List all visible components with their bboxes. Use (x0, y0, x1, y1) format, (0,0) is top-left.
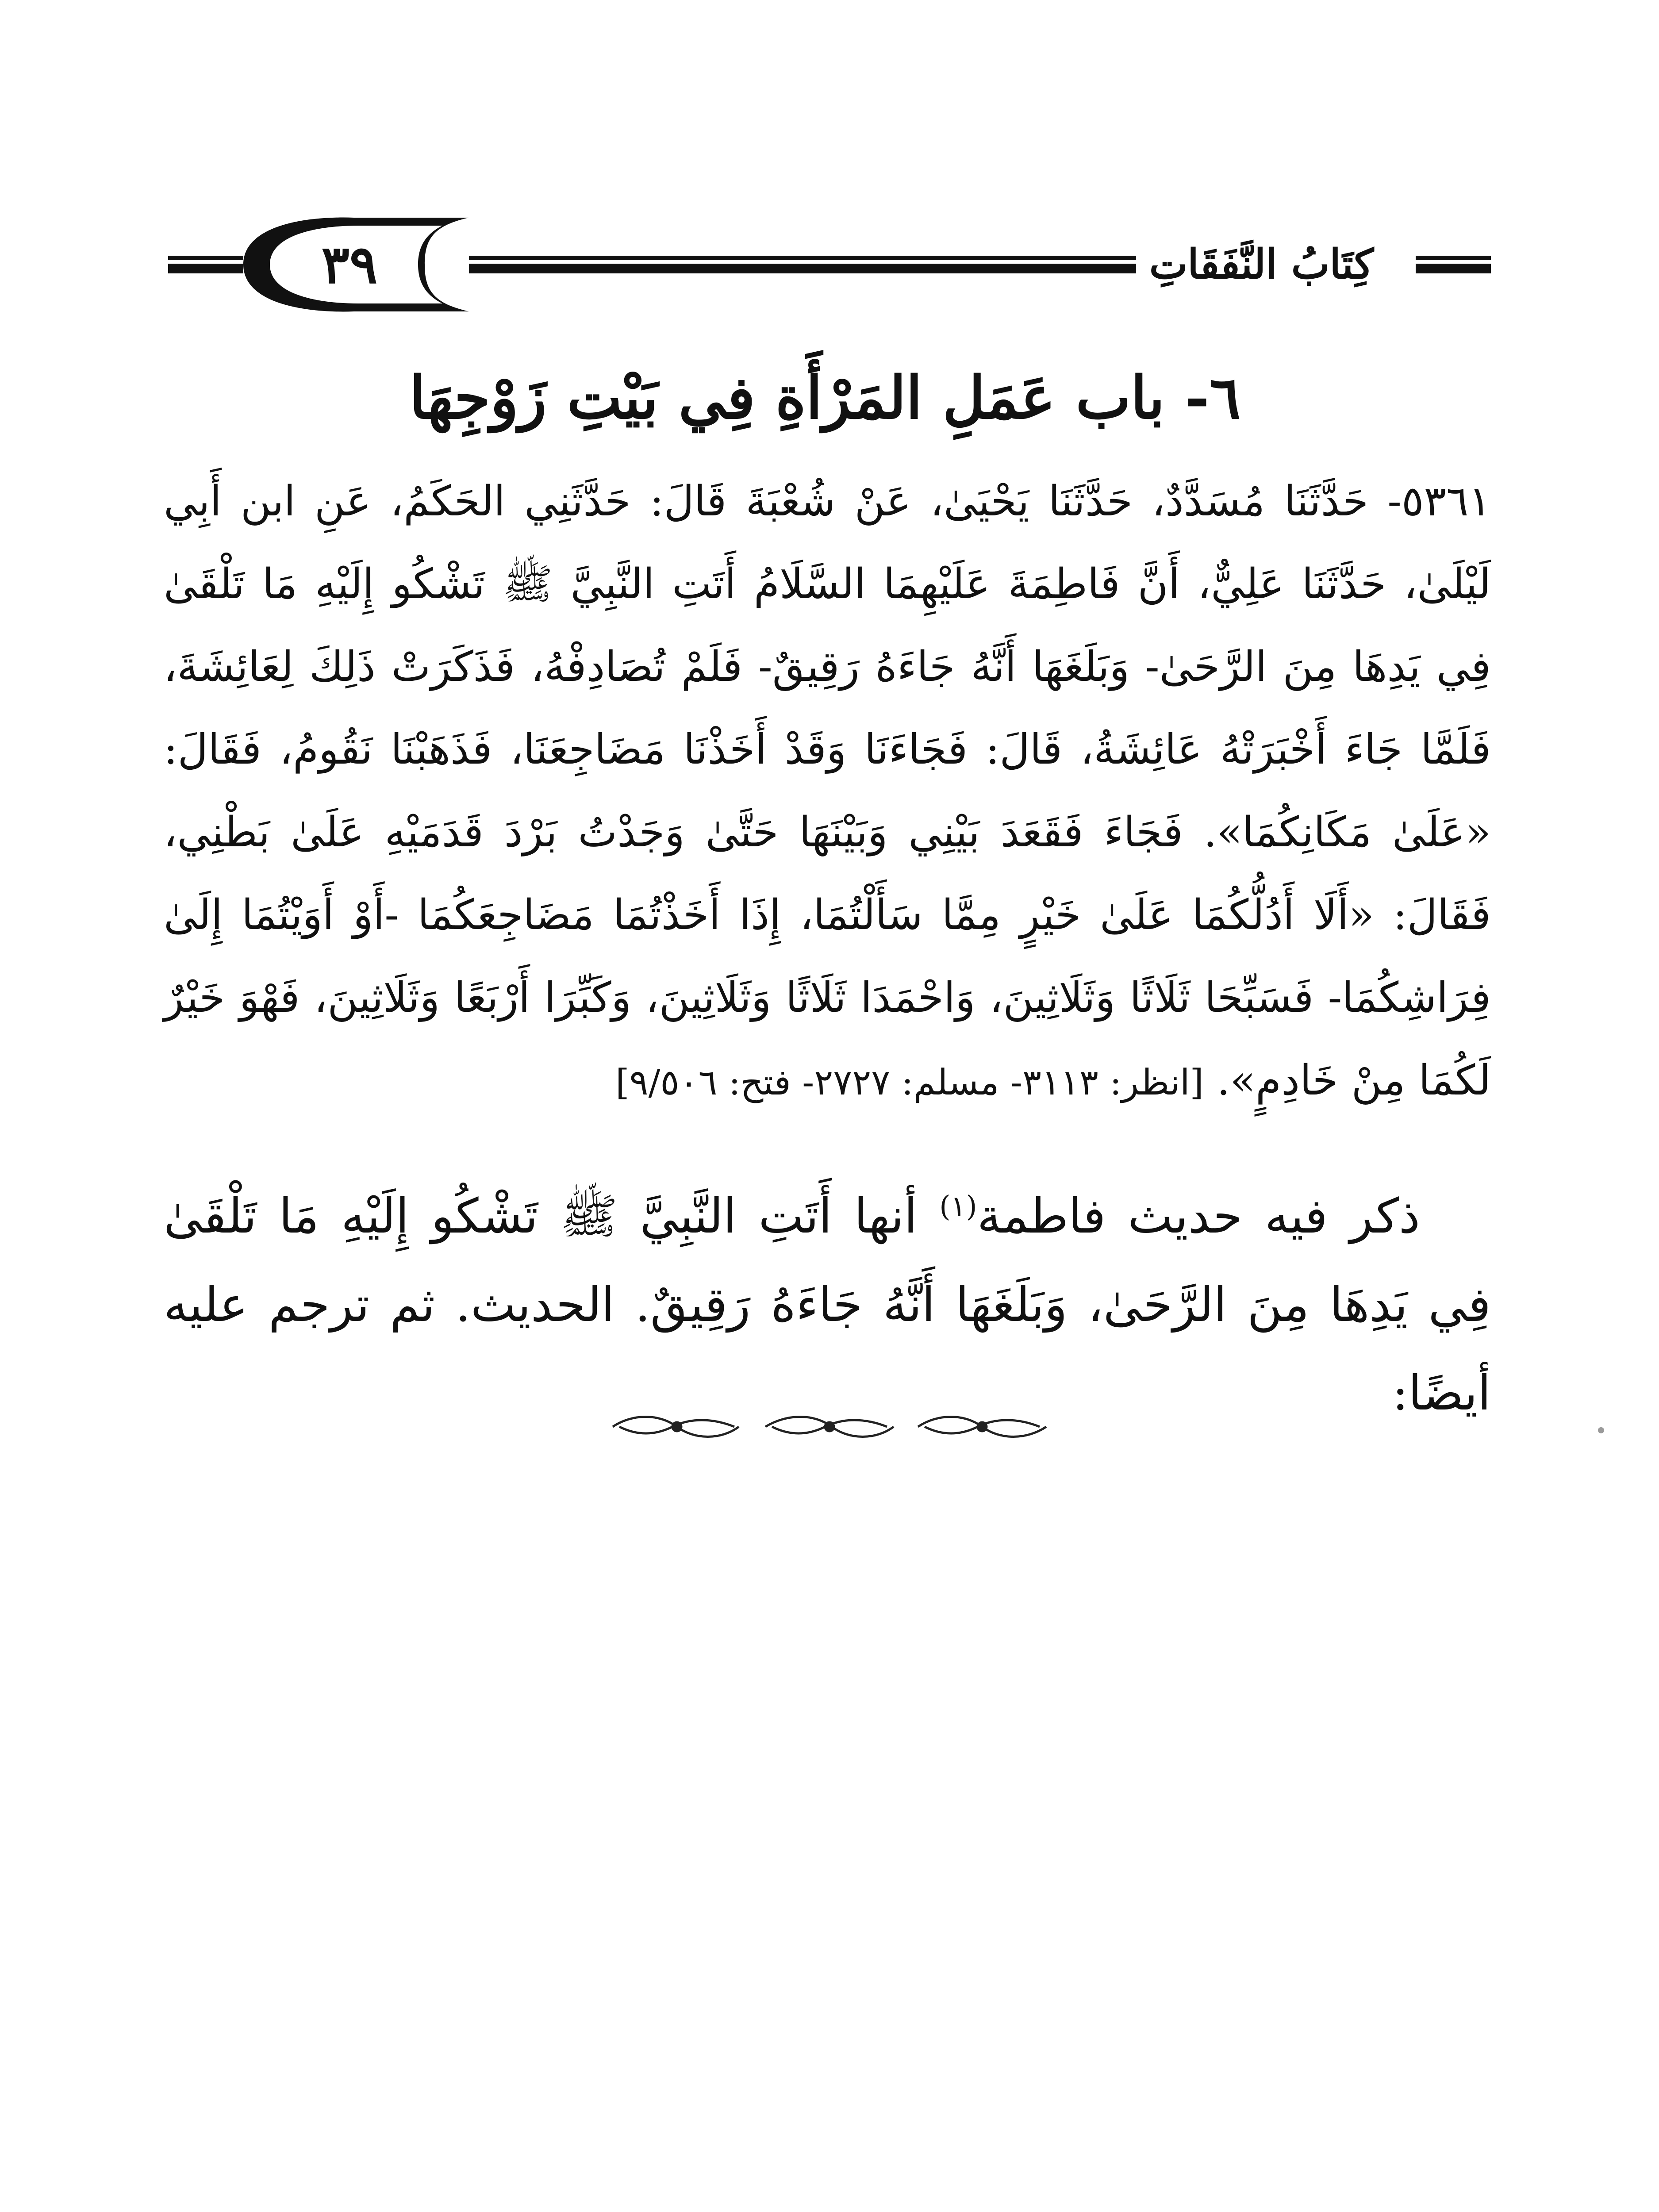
commentary-paragraph (164, 1172, 1491, 1438)
chapter-title: ٦- باب عَمَلِ المَرْأَةِ فِي بَيْتِ زَوْجِهَا (409, 364, 1241, 432)
hadith-text: - حَدَّثَنَا مُسَدَّدٌ، حَدَّثَنَا يَحْيَىٰ، عَنْ شُعْبَةَ قَالَ: حَدَّثَنِي الحَكَمُ، عَنِ ابن أَبِي لَيْلَىٰ، حَدَّثَنَا عَلِيٌّ، أَنَّ فَاطِمَةَ عَلَيْهِمَا السَّلَامُ أَتَتِ النَّبِيَّ ﷺ تَشْكُو إِلَيْهِ مَا تَلْقَىٰ فِي يَدِهَا مِنَ الرَّحَىٰ- وَبَلَغَهَا أَنَّهُ جَاءَهُ رَقِيقٌ- فَلَمْ تُصَادِفْهُ، فَذَكَرَتْ ذَلِكَ لِعَائِشَةَ، فَلَمَّا جَاءَ أَخْبَرَتْهُ عَائِشَةُ، قَالَ: فَجَاءَنَا وَقَدْ أَخَذْنَا مَضَاجِعَنَا، فَذَهَبْنَا نَقُومُ، فَقَالَ: «عَلَىٰ مَكَانِكُمَا». فَجَاءَ فَقَعَدَ بَيْنِي وَبَيْنَهَا حَتَّىٰ وَجَدْتُ بَرْدَ قَدَمَيْهِ عَلَىٰ بَطْنِي، فَقَالَ: «أَلَا أَدُلُّكُمَا عَلَىٰ خَيْرٍ مِمَّا سَأَلْتُمَا، إِذَا أَخَذْتُمَا مَضَاجِعَكُمَا -أَوْ أَوَيْتُمَا إِلَىٰ فِرَاشِكُمَا- فَسَبِّحَا ثَلَاثًا وَثَلَاثِينَ، وَاحْمَدَا ثَلَاثًا وَثَلَاثِينَ، وَكَبِّرَا أَرْبَعًا وَثَلَاثِينَ، فَهْوَ خَيْرٌ لَكُمَا مِنْ خَادِمٍ». (164, 477, 1491, 1105)
book-title: كِتَابُ النَّفَقَاتِ (1136, 235, 1387, 293)
scan-speck (1598, 1427, 1604, 1433)
hadith-paragraph (164, 460, 1491, 1124)
page-number: ٣٩ (321, 234, 378, 295)
running-header (159, 208, 1491, 323)
footnote-marker: (١) (939, 1190, 977, 1223)
section-divider-ornament (606, 1411, 1053, 1442)
hadith-reference: [انظر: ٣١١٣- مسلم: ٢٧٢٧- فتح: ٩/٥٠٦] (615, 1062, 1204, 1103)
hadith-number: ٥٣٦١ (1402, 477, 1491, 526)
commentary-text-start: ذكر فيه حديث فاطمة (977, 1189, 1420, 1244)
commentary-text-end: أنها أَتَتِ النَّبِيَّ ﷺ تَشْكُو إِلَيْهِ مَا تَلْقَىٰ فِي يَدِهَا مِنَ الرَّحَىٰ، وَبَلَغَهَا أَنَّهُ جَاءَهُ رَقِيقٌ. الحديث. ثم ترجم عليه أيضًا: (164, 1189, 1491, 1421)
